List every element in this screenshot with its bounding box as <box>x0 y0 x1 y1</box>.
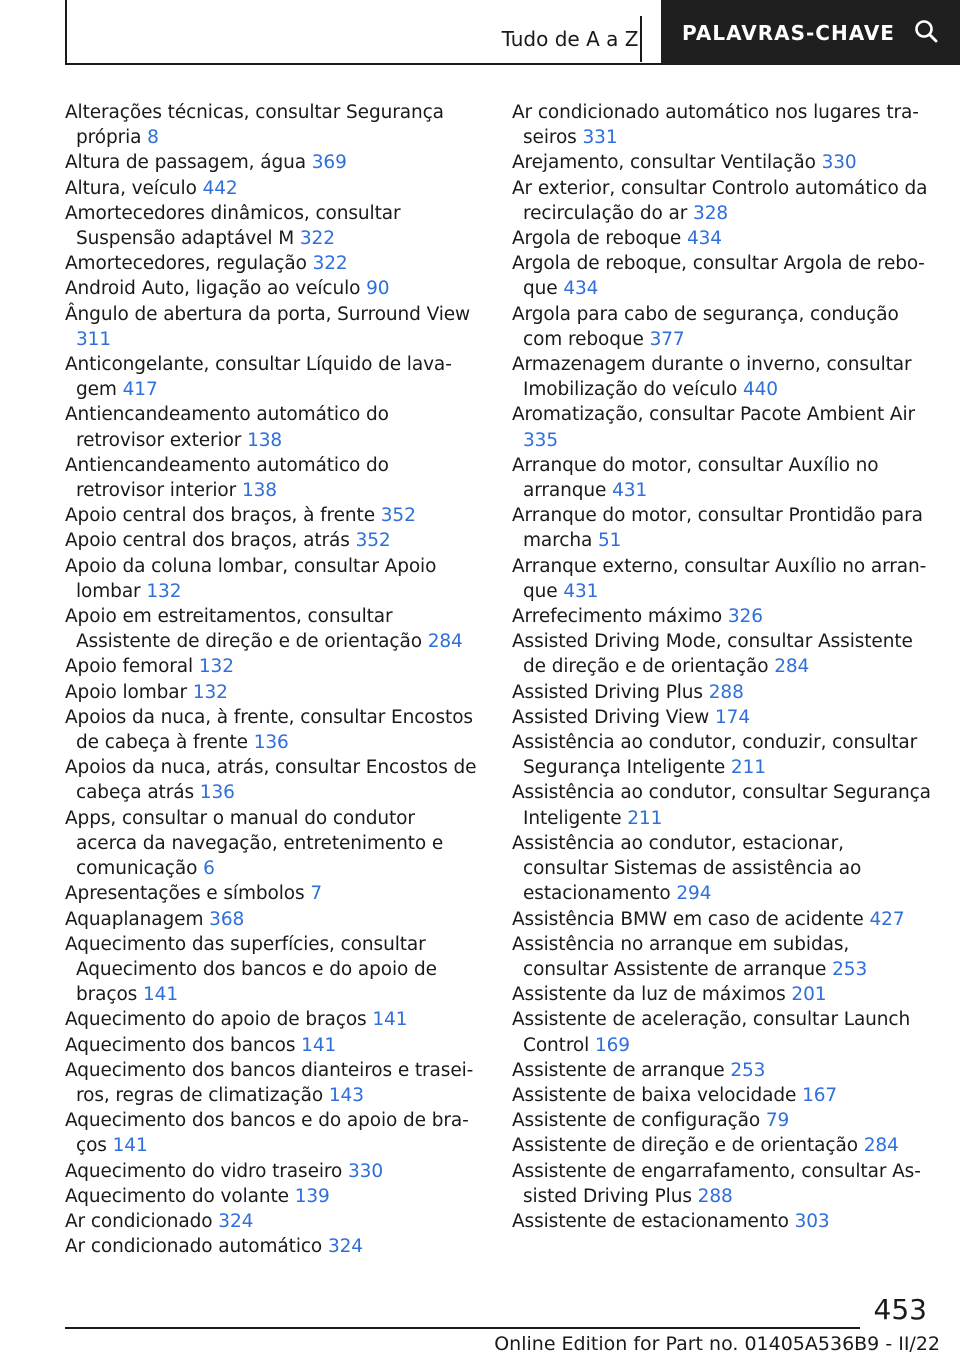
page-link[interactable]: 6 <box>203 858 215 880</box>
search-icon <box>913 18 939 48</box>
page-link[interactable]: 324 <box>218 1210 254 1232</box>
index-entry <box>512 831 932 907</box>
index-entry <box>512 302 932 352</box>
index-entry <box>512 1058 932 1083</box>
page-link[interactable]: 51 <box>597 530 622 552</box>
index-entry <box>65 251 480 276</box>
index-entry <box>65 302 480 352</box>
page-link[interactable]: 288 <box>697 1185 733 1207</box>
entry-text: Antiencandeamento automático do retrovisor exterior <box>65 404 389 451</box>
index-entry <box>65 352 480 402</box>
page-link[interactable]: 211 <box>627 807 663 829</box>
entry-text: Arejamento, consultar Ventilação <box>512 152 816 174</box>
index-entry <box>65 604 480 654</box>
entry-text: Argola de reboque, consultar Argola de reboque <box>512 253 925 300</box>
index-entry <box>512 680 932 705</box>
page-link[interactable]: 284 <box>427 631 463 653</box>
entry-text: Aquecimento do volante <box>65 1185 289 1207</box>
entry-text: Assistente de baixa velocidade <box>512 1084 797 1106</box>
tab-palavras-chave[interactable] <box>661 0 960 65</box>
index-entry <box>65 453 480 503</box>
index-entry <box>65 932 480 1008</box>
page-link[interactable]: 253 <box>730 1059 766 1081</box>
index-entry <box>512 176 932 226</box>
page-link[interactable]: 132 <box>192 681 228 703</box>
index-entry <box>512 1007 932 1057</box>
page-link[interactable]: 322 <box>299 228 335 250</box>
index-column-right <box>512 100 932 1234</box>
entry-text: Apoio femoral <box>65 656 194 678</box>
index-entry <box>65 503 480 528</box>
index-entry <box>65 100 480 150</box>
entry-text: Apoios da nuca, atrás, consultar Encostos de cabeça atrás <box>65 757 477 804</box>
entry-text: Aquecimento dos bancos <box>65 1034 296 1056</box>
entry-text: Apoio central dos braços, à frente <box>65 505 375 527</box>
index-entry <box>512 1133 932 1158</box>
page-link[interactable]: 352 <box>380 505 416 527</box>
page-link[interactable]: 90 <box>366 278 390 300</box>
entry-text: Amortecedores dinâmicos, consultar Suspensão adaptável M <box>65 202 401 250</box>
index-entry <box>512 982 932 1007</box>
index-entry <box>65 1007 480 1032</box>
index-entry <box>65 881 480 906</box>
entry-text: Ar exterior, consultar Controlo automático da recirculação do ar <box>512 177 928 224</box>
entry-text: Altura de passagem, água <box>65 152 306 174</box>
entry-text: Antiencandeamento automático do retrovisor interior <box>65 454 389 502</box>
page-link[interactable]: 434 <box>563 278 599 300</box>
entry-text: Apoio em estreitamentos, consultar Assistente de direção e de orientação <box>65 606 422 653</box>
page-link[interactable]: 169 <box>594 1034 630 1056</box>
index-entry <box>65 1234 480 1259</box>
index-entry <box>512 932 932 982</box>
entry-text: Assistente de engarrafamento, consultar Assisted Driving Plus <box>512 1160 921 1207</box>
entry-text: Arranque externo, consultar Auxílio no arranque <box>512 555 927 602</box>
index-entry <box>512 453 932 503</box>
entry-text: Arrefecimento máximo <box>512 606 723 628</box>
page-link[interactable]: 335 <box>523 429 559 451</box>
page-link[interactable]: 201 <box>791 984 827 1006</box>
footer-rule <box>65 1327 860 1329</box>
index-entry <box>65 528 480 553</box>
entry-text: Assistente de aceleração, consultar Launch Control <box>512 1009 911 1056</box>
page-link[interactable]: 431 <box>563 580 599 602</box>
index-entry <box>65 276 480 301</box>
index-entry <box>65 176 480 201</box>
entry-text: Ar condicionado <box>65 1210 213 1232</box>
index-entry <box>65 680 480 705</box>
page-link[interactable]: 253 <box>832 958 868 980</box>
page-link[interactable]: 143 <box>328 1084 364 1106</box>
entry-text: Armazenagem durante o inverno, consultar Imobilização do veículo <box>512 354 912 401</box>
entry-text: Arranque do motor, consultar Auxílio no arranque <box>512 454 879 502</box>
entry-text: Assistência ao condutor, estacionar, consultar Sistemas de assistência ao estacionamento <box>512 832 862 905</box>
page-link[interactable]: 434 <box>686 228 722 250</box>
entry-text: Assistente de configuração <box>512 1110 761 1132</box>
index-entry <box>65 907 480 932</box>
page-link[interactable]: 167 <box>802 1084 838 1106</box>
page-link[interactable]: 322 <box>312 253 348 275</box>
page-link[interactable]: 284 <box>863 1135 899 1157</box>
page-link[interactable]: 440 <box>742 379 778 401</box>
page-link[interactable]: 427 <box>869 908 905 930</box>
page-link[interactable]: 326 <box>727 606 763 628</box>
entry-text: Assistente de direção e de orientação <box>512 1135 858 1157</box>
index-entry <box>65 705 480 755</box>
page-link[interactable]: 368 <box>209 908 245 930</box>
entry-text: Apoio da coluna lombar, consultar Apoio lombar <box>65 555 437 602</box>
entry-text: Assistente de estacionamento <box>512 1210 789 1232</box>
index-entry <box>512 554 932 604</box>
entry-text: Apresentações e símbolos <box>65 883 305 905</box>
index-entry <box>65 1159 480 1184</box>
entry-text: Aquecimento do apoio de braços <box>65 1009 367 1031</box>
page-link[interactable]: 139 <box>294 1185 330 1207</box>
tab-tudo-de-a-a-z[interactable] <box>500 16 642 62</box>
entry-text: Altura, veículo <box>65 177 197 199</box>
index-entry <box>512 402 932 452</box>
index-entry <box>512 100 932 150</box>
index-entry <box>65 755 480 805</box>
index-column-left <box>65 100 480 1259</box>
index-entry <box>512 352 932 402</box>
entry-text: Aquecimento dos bancos e do apoio de braços <box>65 1110 469 1157</box>
page-link[interactable]: 288 <box>708 681 744 703</box>
page-link[interactable]: 328 <box>693 202 729 224</box>
index-entry <box>65 201 480 251</box>
index-entry <box>65 1184 480 1209</box>
page-link[interactable]: 132 <box>198 656 234 678</box>
entry-text: Aquaplanagem <box>65 908 204 930</box>
index-entry <box>512 604 932 629</box>
index-entry <box>512 503 932 553</box>
index-entry <box>512 226 932 251</box>
page-link[interactable]: 79 <box>765 1110 790 1132</box>
page-link[interactable]: 330 <box>821 152 857 174</box>
index-entry <box>512 251 932 301</box>
entry-text: Aromatização, consultar Pacote Ambient Air <box>512 404 916 426</box>
index-entry <box>65 554 480 604</box>
entry-text: Assistente da luz de máximos <box>512 984 786 1006</box>
entry-text: Apps, consultar o manual do condutor acerca da navegação, entretenimento e comunicação <box>65 807 444 880</box>
entry-text: Ar condicionado automático nos lugares traseiros <box>512 102 919 149</box>
index-entry <box>65 1058 480 1108</box>
page-link[interactable]: 138 <box>247 429 283 451</box>
index-entry <box>65 402 480 452</box>
index-entry <box>512 629 932 679</box>
entry-text: Apoios da nuca, à frente, consultar Encostos de cabeça à frente <box>65 706 473 754</box>
page-link[interactable]: 141 <box>301 1034 337 1056</box>
page-link[interactable]: 138 <box>241 480 277 502</box>
index-entry <box>512 1209 932 1234</box>
edition-info: Online Edition for Part no. 01405A536B9 - II/22 <box>494 1333 940 1355</box>
page-link[interactable]: 8 <box>147 127 159 149</box>
entry-text: Apoio lombar <box>65 681 188 703</box>
page-link[interactable]: 136 <box>253 732 289 754</box>
index-entry <box>65 654 480 679</box>
page-link[interactable]: 377 <box>649 328 685 350</box>
entry-text: Android Auto, ligação ao veículo <box>65 278 361 300</box>
tab-label: Tudo de A a Z <box>501 27 639 51</box>
entry-text: Argola para cabo de segurança, condução com reboque <box>512 303 899 350</box>
entry-text: Amortecedores, regulação <box>65 253 307 275</box>
index-entry <box>512 907 932 932</box>
page-link[interactable]: 141 <box>372 1009 408 1031</box>
index-entry <box>65 806 480 882</box>
page-link[interactable]: 352 <box>355 530 391 552</box>
entry-text: Assistência ao condutor, consultar Segurança Inteligente <box>512 782 931 829</box>
page-link[interactable]: 331 <box>582 127 618 149</box>
entry-text: Assistente de arranque <box>512 1059 725 1081</box>
page-link[interactable]: 211 <box>730 757 766 779</box>
index-entry <box>512 1108 932 1133</box>
index-entry <box>512 150 932 175</box>
entry-text: Ângulo de abertura da porta, Surround View <box>65 303 471 325</box>
entry-text: Assisted Driving Mode, consultar Assistente de direção e de orientação <box>512 631 913 678</box>
page-link[interactable]: 132 <box>146 580 182 602</box>
page-link[interactable]: 330 <box>348 1160 384 1182</box>
entry-text: Assistência no arranque em subidas, consultar Assistente de arranque <box>512 933 850 980</box>
page-link[interactable]: 311 <box>76 328 112 350</box>
entry-text: Assistência BMW em caso de acidente <box>512 908 864 930</box>
page-link[interactable]: 442 <box>202 177 238 199</box>
index-entry <box>65 1108 480 1158</box>
index-entry <box>65 150 480 175</box>
page-link[interactable]: 417 <box>122 379 158 401</box>
header-left-border <box>65 0 67 65</box>
index-entry <box>512 780 932 830</box>
entry-text: Assistência ao condutor, conduzir, consultar Segurança Inteligente <box>512 732 918 779</box>
page-link[interactable]: 294 <box>676 883 712 905</box>
page-link[interactable]: 174 <box>714 706 750 728</box>
index-entry <box>512 1083 932 1108</box>
index-entry <box>512 705 932 730</box>
entry-text: Aquecimento do vidro traseiro <box>65 1160 343 1182</box>
page-link[interactable]: 7 <box>310 883 322 905</box>
entry-text: Assisted Driving Plus <box>512 681 703 703</box>
tab-active-label: PALAVRAS-CHAVE <box>682 20 895 45</box>
page-link[interactable]: 303 <box>794 1210 830 1232</box>
page-link[interactable]: 324 <box>327 1236 363 1258</box>
page-link[interactable]: 284 <box>774 656 810 678</box>
page-link[interactable]: 136 <box>199 782 235 804</box>
entry-text: Apoio central dos braços, atrás <box>65 530 350 552</box>
entry-text: Ar condicionado automático <box>65 1236 323 1258</box>
page-link[interactable]: 141 <box>143 984 179 1006</box>
entry-text: Alterações técnicas, consultar Segurança própria <box>65 102 444 149</box>
entry-text: Arranque do motor, consultar Prontidão para marcha <box>512 505 923 552</box>
index-entry <box>512 1159 932 1209</box>
page-link[interactable]: 369 <box>311 152 347 174</box>
index-entry <box>65 1209 480 1234</box>
page-link[interactable]: 431 <box>612 480 648 502</box>
entry-text: Anticongelante, consultar Líquido de lavagem <box>65 354 452 401</box>
entry-text: Aquecimento das superfícies, consultar Aquecimento dos bancos e do apoio de braços <box>65 933 437 1006</box>
entry-text: Aquecimento dos bancos dianteiros e traseiros, regras de climatização <box>65 1059 474 1106</box>
entry-text: Assisted Driving View <box>512 706 710 728</box>
index-entry <box>512 730 932 780</box>
index-entry <box>65 1033 480 1058</box>
page-link[interactable]: 141 <box>112 1135 148 1157</box>
page-number: 453 <box>873 1293 927 1326</box>
entry-text: Argola de reboque <box>512 228 682 250</box>
